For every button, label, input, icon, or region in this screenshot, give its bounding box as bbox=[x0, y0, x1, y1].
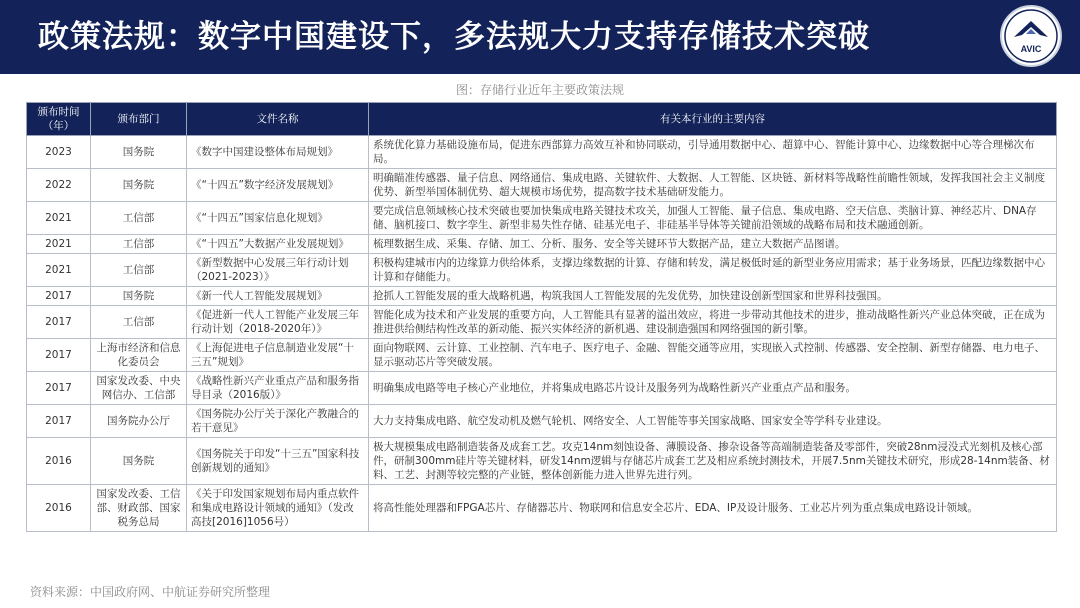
col-header-doc: 文件名称 bbox=[187, 103, 369, 136]
cell-content: 系统优化算力基础设施布局，促进东西部算力高效互补和协同联动，引导通用数据中心、超算中心、智能计算中心、边缘数据中心等合理梯次布局。 bbox=[369, 136, 1057, 169]
table-row bbox=[27, 202, 1057, 235]
policy-table bbox=[26, 102, 1057, 532]
cell-content: 大力支持集成电路、航空发动机及燃气轮机、网络安全、人工智能等事关国家战略、国家安全等学科专业建设。 bbox=[369, 405, 1057, 438]
col-header-dept: 颁布部门 bbox=[91, 103, 187, 136]
cell-content: 要完成信息领域核心技术突破也要加快集成电路关键技术攻关，加强人工智能、量子信息、集成电路、空天信息、类脑计算、神经芯片、DNA存储、脑机接口、数字孪生、新型非易失性存储、硅基光电子、非硅基半导体等关键前沿领域的战略布局和技术融通创新。 bbox=[369, 202, 1057, 235]
cell-year: 2016 bbox=[27, 485, 91, 532]
cell-dept: 国务院 bbox=[91, 438, 187, 485]
cell-year: 2017 bbox=[27, 287, 91, 306]
cell-content: 面向物联网、云计算、工业控制、汽车电子、医疗电子、金融、智能交通等应用，实现嵌入式控制、传感器、安全控制、新型存储器、电力电子、显示驱动芯片等突破发展。 bbox=[369, 339, 1057, 372]
cell-year: 2016 bbox=[27, 438, 91, 485]
cell-content: 明确瞄准传感器、量子信息、网络通信、集成电路、关键软件、大数据、人工智能、区块链、新材料等战略性前瞻性领域，发挥我国社会主义制度优势、新型举国体制优势、超大规模市场优势，提高数字技术基础研发能力。 bbox=[369, 169, 1057, 202]
cell-year: 2021 bbox=[27, 202, 91, 235]
cell-dept: 工信部 bbox=[91, 306, 187, 339]
table-row bbox=[27, 254, 1057, 287]
cell-doc: 《新型数据中心发展三年行动计划（2021-2023）》 bbox=[187, 254, 369, 287]
avic-logo-icon bbox=[1002, 7, 1060, 65]
cell-dept: 国家发改委、工信部、财政部、国家税务总局 bbox=[91, 485, 187, 532]
table-caption: 图：存储行业近年主要政策法规 bbox=[455, 83, 624, 97]
cell-dept: 国务院 bbox=[91, 287, 187, 306]
cell-dept: 国家发改委、中央网信办、工信部 bbox=[91, 372, 187, 405]
cell-content: 梳理数据生成、采集、存储、加工、分析、服务、安全等关键环节大数据产品，建立大数据产品图谱。 bbox=[369, 235, 1057, 254]
table-row bbox=[27, 438, 1057, 485]
cell-doc: 《“十四五”国家信息化规划》 bbox=[187, 202, 369, 235]
logo-text: AVIC bbox=[1020, 44, 1042, 54]
cell-doc: 《国务院关于印发“十三五”国家科技创新规划的通知》 bbox=[187, 438, 369, 485]
table-header-row bbox=[27, 103, 1057, 136]
cell-content: 极大规模集成电路制造装备及成套工艺。攻克14nm刻蚀设备、薄膜设备、掺杂设备等高端制造装备及零部件，突破28nm浸没式光刻机及核心部件，研制300mm硅片等关键材料，研发14nm逻辑与存储芯片成套工艺及相应系统封测技术，开展7.5nm关键技术研究，形成28-14nm装备、材料、工艺、封测等较完整的产业链，整体创新能力进入世界先进行列。 bbox=[369, 438, 1057, 485]
cell-year: 2017 bbox=[27, 405, 91, 438]
cell-doc: 《上海促进电子信息制造业发展“十三五”规划》 bbox=[187, 339, 369, 372]
cell-doc: 《“十四五”数字经济发展规划》 bbox=[187, 169, 369, 202]
cell-year: 2021 bbox=[27, 254, 91, 287]
cell-content: 积极构建城市内的边缘算力供给体系，支撑边缘数据的计算、存储和转发，满足极低时延的新型业务应用需求；基于业务场景，匹配边缘数据中心计算和存储能力。 bbox=[369, 254, 1057, 287]
cell-doc: 《数字中国建设整体布局规划》 bbox=[187, 136, 369, 169]
cell-year: 2023 bbox=[27, 136, 91, 169]
cell-dept: 国务院办公厅 bbox=[91, 405, 187, 438]
cell-content: 智能化成为技术和产业发展的重要方向，人工智能具有显著的溢出效应，将进一步带动其他技术的进步，推动战略性新兴产业总体突破，正在成为推进供给侧结构性改革的新动能、振兴实体经济的新机遇、建设制造强国和网络强国的新引擎。 bbox=[369, 306, 1057, 339]
cell-doc: 《战略性新兴产业重点产品和服务指导目录（2016版）》 bbox=[187, 372, 369, 405]
table-row bbox=[27, 405, 1057, 438]
table-row bbox=[27, 485, 1057, 532]
cell-content: 明确集成电路等电子核心产业地位，并将集成电路芯片设计及服务列为战略性新兴产业重点产品和服务。 bbox=[369, 372, 1057, 405]
cell-content: 抢抓人工智能发展的重大战略机遇，构筑我国人工智能发展的先发优势，加快建设创新型国家和世界科技强国。 bbox=[369, 287, 1057, 306]
cell-dept: 国务院 bbox=[91, 169, 187, 202]
avic-logo bbox=[1000, 5, 1062, 67]
cell-content: 将高性能处理器和FPGA芯片、存储器芯片、物联网和信息安全芯片、EDA、IP及设计服务、工业芯片列为重点集成电路设计领域。 bbox=[369, 485, 1057, 532]
cell-dept: 工信部 bbox=[91, 202, 187, 235]
cell-year: 2021 bbox=[27, 235, 91, 254]
cell-year: 2017 bbox=[27, 339, 91, 372]
cell-doc: 《国务院办公厅关于深化产教融合的若干意见》 bbox=[187, 405, 369, 438]
table-row bbox=[27, 372, 1057, 405]
source-note: 资料来源：中国政府网、中航证券研究所整理 bbox=[30, 585, 271, 599]
table-row bbox=[27, 235, 1057, 254]
table-row bbox=[27, 136, 1057, 169]
table-row bbox=[27, 287, 1057, 306]
cell-doc: 《新一代人工智能发展规划》 bbox=[187, 287, 369, 306]
table-row bbox=[27, 339, 1057, 372]
cell-doc: 《促进新一代人工智能产业发展三年行动计划（2018-2020年）》 bbox=[187, 306, 369, 339]
table-row bbox=[27, 169, 1057, 202]
header-banner bbox=[0, 0, 1080, 74]
page-title: 政策法规：数字中国建设下，多法规大力支持存储技术突破 bbox=[38, 19, 870, 55]
cell-year: 2022 bbox=[27, 169, 91, 202]
cell-year: 2017 bbox=[27, 372, 91, 405]
cell-dept: 工信部 bbox=[91, 235, 187, 254]
cell-doc: 《“十四五”大数据产业发展规划》 bbox=[187, 235, 369, 254]
cell-dept: 上海市经济和信息化委员会 bbox=[91, 339, 187, 372]
cell-doc: 《关于印发国家规划布局内重点软件和集成电路设计领域的通知》（发改高技[2016]1056号） bbox=[187, 485, 369, 532]
col-header-content: 有关本行业的主要内容 bbox=[369, 103, 1057, 136]
cell-dept: 国务院 bbox=[91, 136, 187, 169]
cell-year: 2017 bbox=[27, 306, 91, 339]
table-row bbox=[27, 306, 1057, 339]
cell-dept: 工信部 bbox=[91, 254, 187, 287]
col-header-year: 颁布时间（年） bbox=[27, 103, 91, 136]
